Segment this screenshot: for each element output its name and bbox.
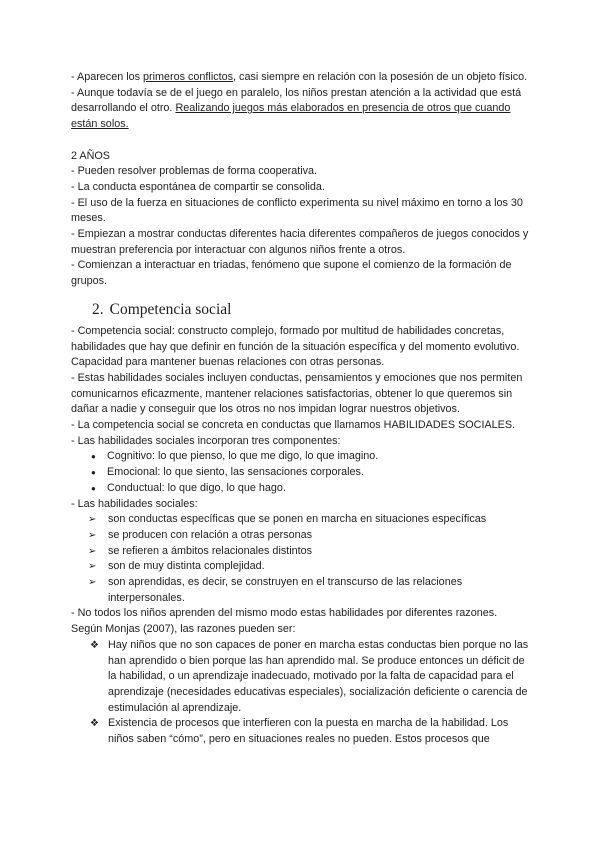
list-item-text: son de muy distinta complejidad. <box>108 560 265 573</box>
paragraph-reasons: - No todos los niños aprenden del mismo modo estas habilidades por diferentes razones. Según Monjas (2007), las razones pueden ser: <box>71 607 498 636</box>
list-item-text: son aprendidas, es decir, se construyen en el transcurso de las relaciones interpersonales. <box>108 576 463 604</box>
bullet-arrow-icon: ➢ <box>88 561 97 573</box>
list-item <box>71 449 531 465</box>
list-item <box>71 544 531 560</box>
section-number: 2. <box>92 300 104 318</box>
text-run: , casi siempre en relación con la posesión de un objeto físico. <box>233 71 528 83</box>
paragraph-parallel-play <box>71 86 531 133</box>
list-item <box>71 528 531 544</box>
list-item <box>71 465 531 481</box>
underlined-text: primeros conflictos <box>143 71 234 83</box>
list-item <box>71 575 531 606</box>
blank-line <box>71 133 531 149</box>
text-run: - Aparecen los <box>71 71 144 83</box>
section-heading <box>71 300 531 320</box>
paragraph-concretion: - La competencia social se concreta en conductas que llamamos HABILIDADES SOCIALES. <box>71 419 516 432</box>
paragraph-first-conflicts <box>71 70 531 86</box>
list-item-text: Conductual: lo que digo, lo que hago. <box>107 481 286 494</box>
paragraph-skills: - Estas habilidades sociales incluyen conductas, pensamientos y emociones que nos permiten comunicarnos eficazmente, mantener relaciones satisfactorias, obtener lo que queremos sin dañar a nadie y conseguir que los otros no nos impidan lograr nuestros objetivos. <box>71 371 523 416</box>
bullet-dot-icon: ● <box>91 452 96 462</box>
two-years-item: - El uso de la fuerza en situaciones de conflicto experimenta su nivel máximo en torno a los 30 meses. <box>71 196 523 225</box>
section-title: Competencia social <box>109 300 232 318</box>
list-item-text: son conductas específicas que se ponen en marcha en situaciones específicas <box>108 513 487 526</box>
bullet-arrow-icon: ➢ <box>88 545 97 557</box>
two-years-item: - Comienzan a interactuar en triadas, fenómeno que supone el comienzo de la formación de grupos. <box>71 259 512 288</box>
list-item <box>71 512 531 528</box>
list-item <box>71 481 531 497</box>
two-years-item: - La conducta espontánea de compartir se consolida. <box>71 180 325 193</box>
list-item-text: Existencia de procesos que interfieren con la puesta en marcha de la habilidad. Los niños saben “cómo”, pero en situaciones reales no pueden. Estos procesos que <box>108 717 509 746</box>
bullet-arrow-icon: ➢ <box>88 529 97 541</box>
bullet-dot-icon: ● <box>91 483 96 493</box>
two-years-item: - Empiezan a mostrar conductas diferentes hacia diferentes compañeros de juegos conocidos y muestran preferencia por interactuar con algunos niños frente a otros. <box>71 228 529 256</box>
list-item-text: se producen con relación a otras personas <box>108 528 313 541</box>
heading-two-years: 2 AÑOS <box>71 149 111 162</box>
underlined-text: Realizando juegos más elaborados en presencia de otros que cuando están solos. <box>71 102 511 131</box>
list-item <box>71 559 531 575</box>
bullet-diamond-icon: ❖ <box>90 718 99 730</box>
list-item-text: Hay niños que no son capaces de poner en marcha estas conductas bien porque no las han aprendido o bien porque las han aprendido mal. Se produce entonces un déficit de la habilidad, o un aprendizaje inadecuado, motivado por la falta de capacidad para el aprendizaje (necesidades educativas especiales), socialización deficiente o carencia de estimulación al aprendizaje. <box>108 638 529 714</box>
list-item-text: Emocional: lo que siento, las sensaciones corporales. <box>107 466 364 479</box>
bullet-arrow-icon: ➢ <box>88 514 97 526</box>
document-content <box>71 70 531 748</box>
paragraph-components: - Las habilidades sociales incorporan tres componentes: <box>71 434 341 447</box>
list-item-text: Cognitivo: lo que pienso, lo que me digo, lo que imagino. <box>107 450 379 463</box>
bullet-diamond-icon: ❖ <box>90 639 99 651</box>
text-run: - Aunque todavía se de el juego en paralelo, los niños prestan atención a la actividad que está desarrollando el otro. <box>71 86 522 115</box>
paragraph-definition: - Competencia social: constructo complejo, formado por multitud de habilidades concretas, habilidades que hay que definir en función de la situación específica y del momento evolutivo. Capacidad para mantener buenas relaciones con otras personas. <box>71 324 520 369</box>
features-list <box>71 512 531 606</box>
bullet-arrow-icon: ➢ <box>88 577 97 589</box>
two-years-item: - Pueden resolver problemas de forma cooperativa. <box>71 165 318 178</box>
reasons-list <box>71 638 531 748</box>
list-item <box>71 716 531 747</box>
paragraph-social-skills: - Las habilidades sociales: <box>71 497 198 510</box>
components-list <box>71 449 531 496</box>
list-item-text: se refieren a ámbitos relacionales distintos <box>108 544 313 557</box>
bullet-dot-icon: ● <box>91 468 96 478</box>
list-item <box>71 638 531 717</box>
